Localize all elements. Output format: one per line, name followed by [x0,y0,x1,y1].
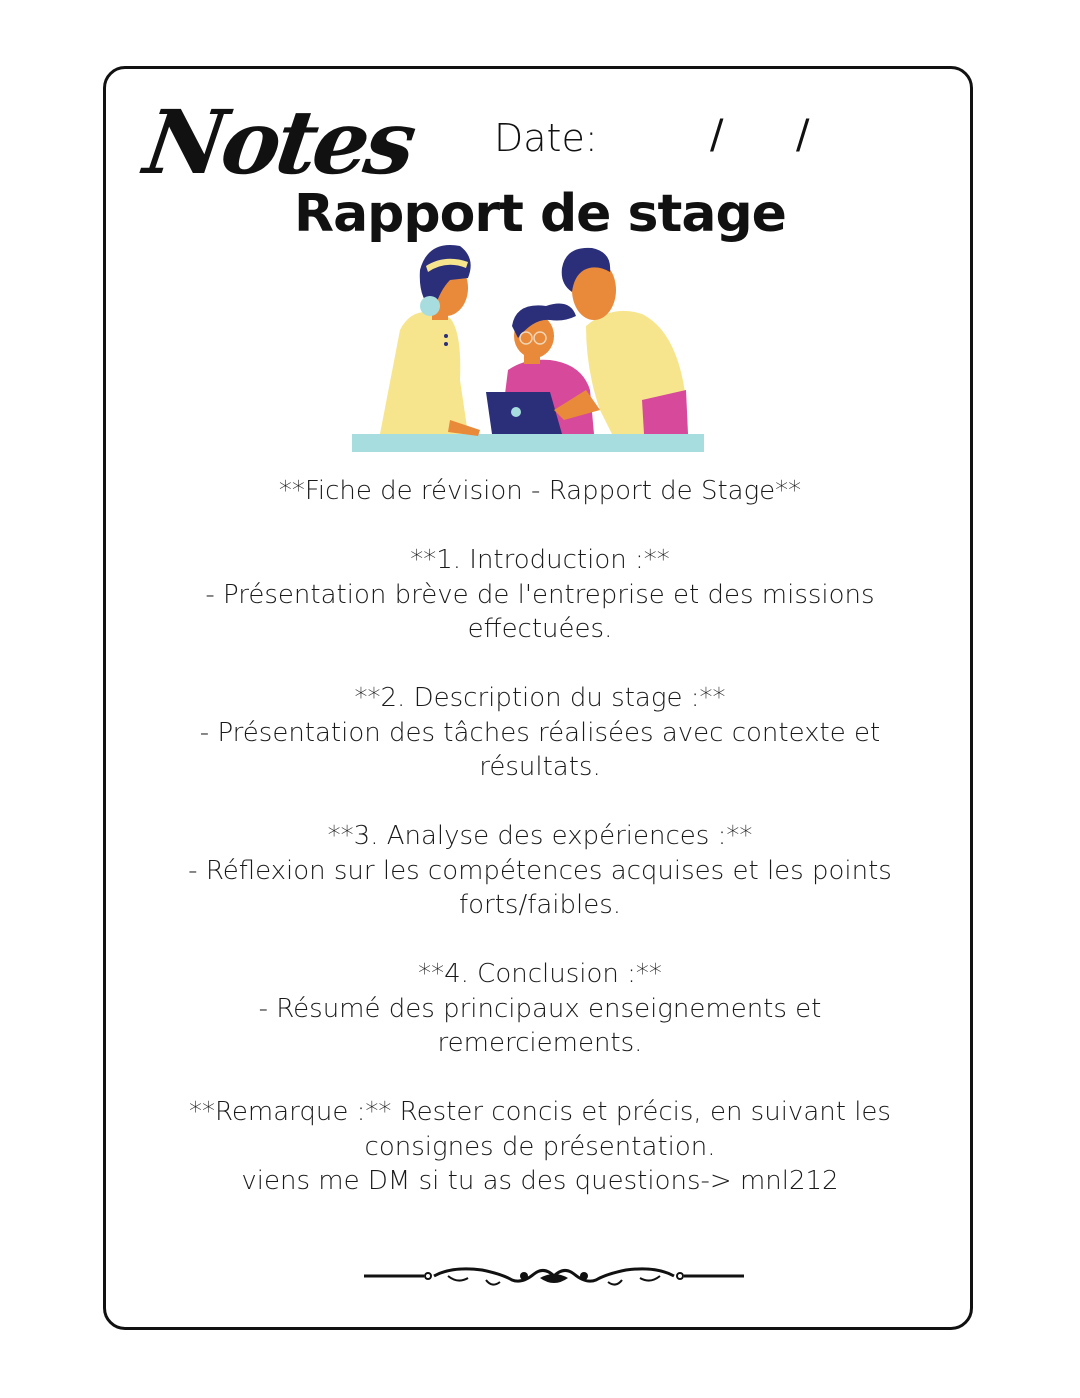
section-4-line-2: remerciements. [437,1028,643,1058]
remark-line-3: viens me DM si tu as des questions-> mnl212 [241,1166,839,1196]
remark-line-1: **Remarque :** Rester concis et précis, en suivant les [189,1097,891,1127]
remark-line-2: consignes de présentation. [364,1131,716,1162]
section-2-line-1: - Présentation des tâches réalisées avec contexte et [199,717,881,748]
team-illustration [350,240,710,460]
section-3-line-1: - Réflexion sur les compétences acquises et les points [188,855,892,886]
section-4-title: **4. Conclusion :** [418,959,662,989]
section-4-line-1: - Résumé des principaux enseignements et [258,993,822,1024]
section-1-line-1: - Présentation brève de l'entreprise et des missions [205,579,875,610]
section-2-line-2: résultats. [479,752,601,782]
section-1-title: **1. Introduction :** [410,545,670,575]
section-2-title: **2. Description du stage :** [354,683,726,713]
section-3-title: **3. Analyse des expériences :** [327,821,753,851]
revision-sheet-content [110,474,970,1199]
ornamental-divider-icon [362,1262,746,1290]
section-1-line-2: effectuées. [467,614,613,644]
section-3-line-2: forts/faibles. [458,890,622,920]
notes-heading: Notes [138,90,419,194]
content-heading: **Fiche de révision - Rapport de Stage** [278,476,802,506]
date-separator-1: / [710,112,724,158]
date-label: Date: [494,116,598,160]
page-title: Rapport de stage [294,184,786,244]
date-separator-2: / [796,112,810,158]
